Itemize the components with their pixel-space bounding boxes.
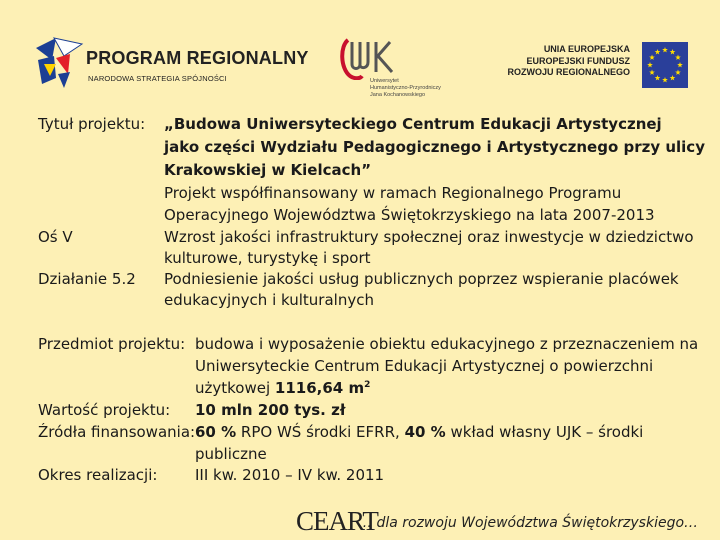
- project-title-line1: „Budowa Uniwersyteckiego Centrum Edukacji Artystycznej: [164, 115, 662, 133]
- eu-logo: [490, 42, 690, 102]
- subject-line2: Uniwersyteckie Centrum Edukacji Artystycznej o powierzchni: [195, 357, 654, 375]
- program-regionalny-star-icon: [34, 34, 84, 90]
- funding-line2: publiczne: [195, 445, 267, 463]
- project-title-line3: Krakowskiej w Kielcach”: [164, 161, 372, 179]
- axis-line2: kulturowe, turystykę i sport: [164, 249, 371, 267]
- subject-area-unit-sup: 2: [364, 380, 371, 390]
- funding-label: Źródła finansowania:: [38, 423, 196, 441]
- project-title-line2: jako części Wydziału Pedagogicznego i Artystycznego przy ulicy: [164, 138, 705, 156]
- eu-caption-line3: ROZWOJU REGIONALNEGO: [507, 67, 630, 77]
- eu-caption-line2: EUROPEJSKI FUNDUSZ: [526, 55, 630, 66]
- project-title-label: Tytuł projektu:: [38, 115, 146, 133]
- measure-line2: edukacyjnych i kulturalnych: [164, 291, 374, 309]
- ujk-logo: [338, 38, 441, 106]
- axis-label: Oś V: [38, 228, 73, 246]
- program-regionalny-title: PROGRAM REGIONALNY: [86, 48, 309, 68]
- footer-tagline: … dla rozwoju Województwa Świętokrzyskiego…: [358, 515, 699, 531]
- cofinance-line2: Operacyjnego Województwa Świętokrzyskiego na lata 2007-2013: [164, 206, 655, 224]
- period-value: III kw. 2010 – IV kw. 2011: [195, 466, 385, 484]
- eu-caption-line1: UNIA EUROPEJSKA: [543, 44, 630, 54]
- eu-caption: [490, 44, 630, 79]
- axis-line1: Wzrost jakości infrastruktury społecznej oraz inwestycje w dziedzictwo: [164, 228, 694, 246]
- ujk-mark-icon: [338, 38, 400, 80]
- subject-label: Przedmiot projektu:: [38, 335, 186, 353]
- subject-area-prefix: użytkowej: [195, 379, 271, 397]
- funding-percent-own: 40 %: [404, 423, 446, 441]
- funding-source-efrr: RPO WŚ środki EFRR,: [240, 423, 400, 441]
- period-label: Okres realizacji:: [38, 466, 158, 484]
- funding-line1: [195, 422, 643, 443]
- measure-line1: Podniesienie jakości usług publicznych poprzez wspieranie placówek: [164, 270, 679, 288]
- ujk-caption-line3: Jana Kochanowskiego: [370, 92, 426, 98]
- program-regionalny-subtitle: NARODOWA STRATEGIA SPÓJNOŚCI: [88, 74, 227, 83]
- ujk-caption: [370, 78, 441, 99]
- subject-area-value: 1116,64 m: [274, 379, 365, 397]
- project-value: 10 mln 200 tys. zł: [195, 401, 346, 419]
- program-regionalny-logo: [34, 34, 309, 94]
- subject-line3: [195, 378, 370, 399]
- logo-bar: [0, 28, 720, 108]
- cofinance-line1: Projekt współfinansowany w ramach Regionalnego Programu: [164, 184, 622, 202]
- funding-source-own: wkład własny UJK – środki: [450, 423, 644, 441]
- measure-label: Działanie 5.2: [38, 270, 136, 288]
- ceart-logo: CEART: [296, 506, 378, 536]
- value-label: Wartość projektu:: [38, 401, 171, 419]
- ujk-caption-line2: Humanistyczno-Przyrodniczy: [370, 85, 441, 91]
- subject-line1: budowa i wyposażenie obiektu edukacyjnego z przeznaczeniem na: [195, 335, 699, 353]
- ujk-caption-line1: Uniwersytet: [370, 78, 399, 84]
- funding-percent-efrr: 60 %: [195, 423, 237, 441]
- eu-flag-icon: [642, 42, 688, 88]
